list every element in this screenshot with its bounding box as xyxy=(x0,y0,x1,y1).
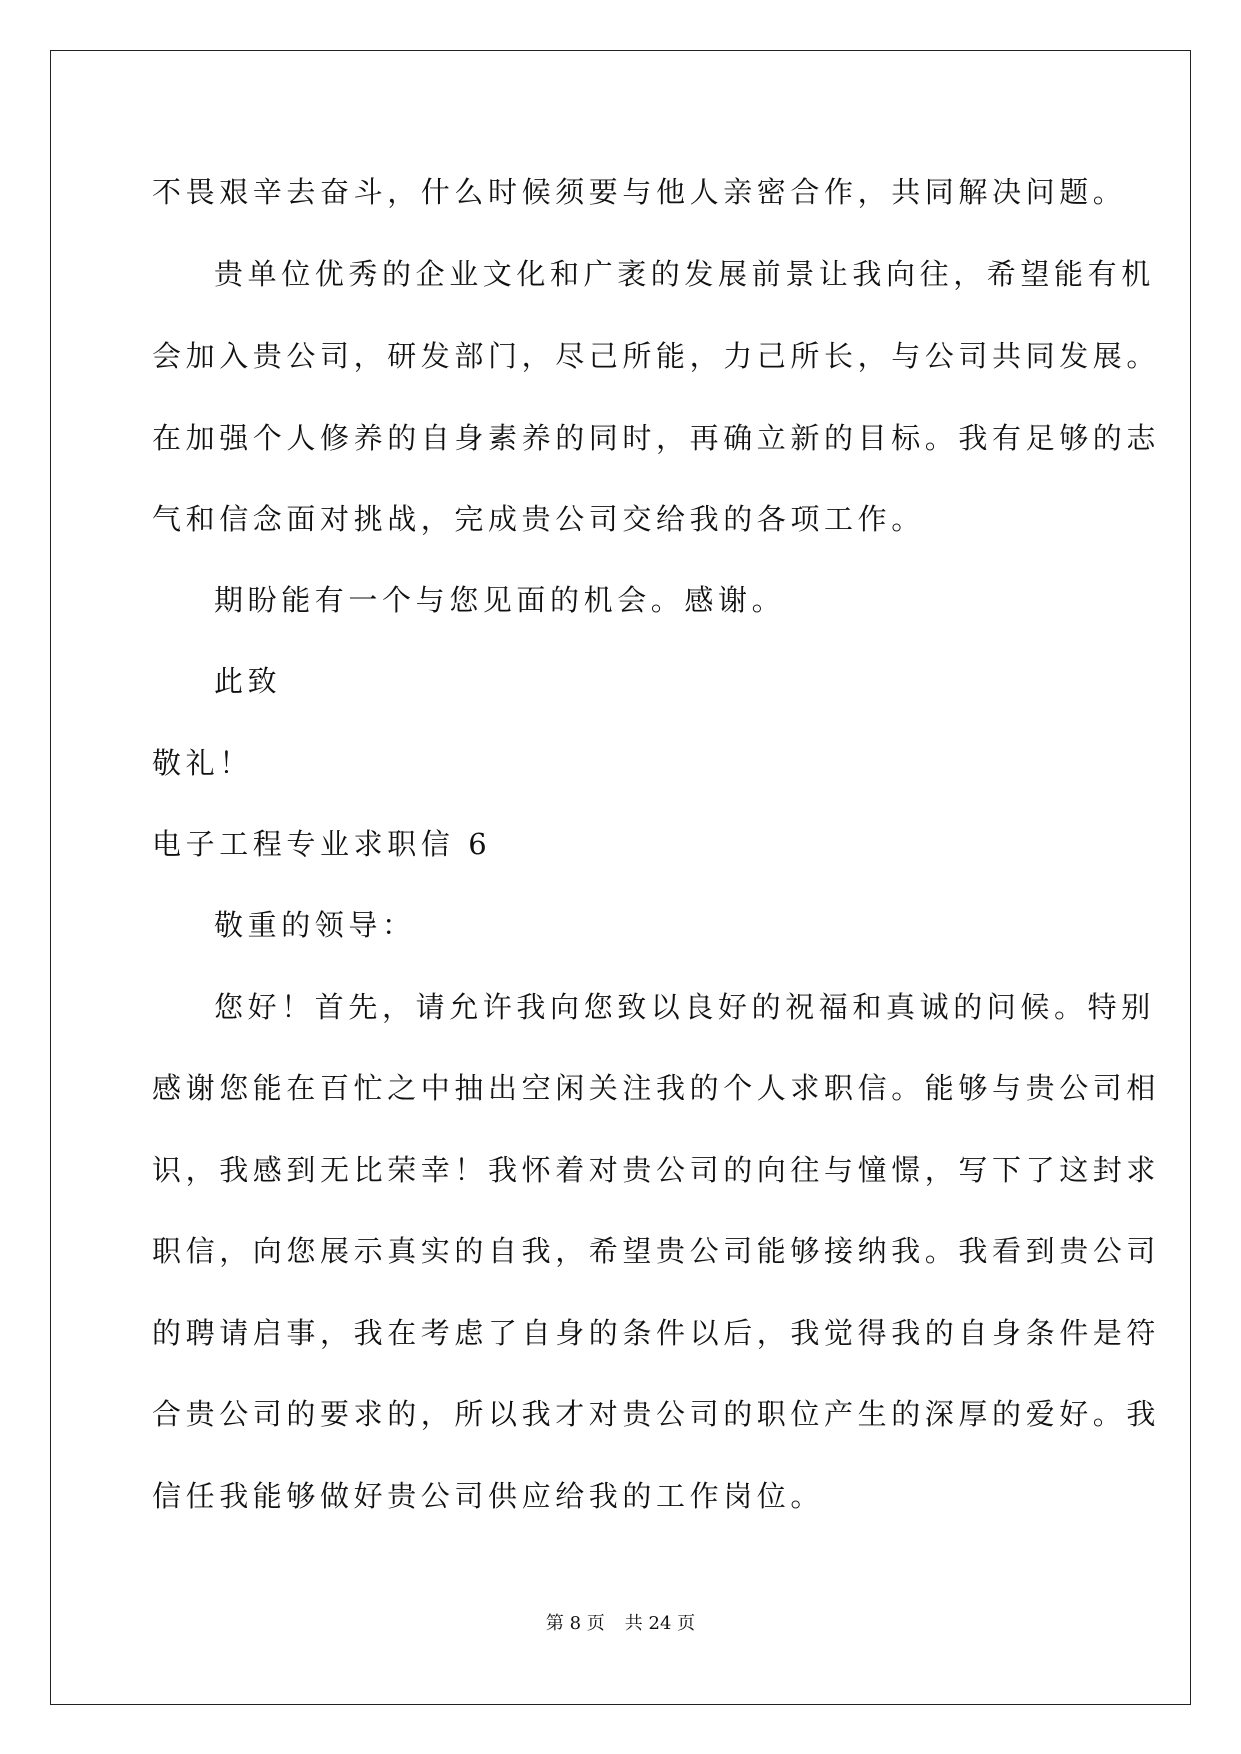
page-number: 第 8 页 xyxy=(545,1613,605,1634)
text-line: 期盼能有一个与您见面的机会。感谢。 xyxy=(214,583,786,617)
text-line: 职信，向您展示真实的自我，希望贵公司能够接纳我。我看到贵公司 xyxy=(152,1234,1161,1268)
text-line: 您好！首先，请允许我向您致以良好的祝福和真诚的问候。特别 xyxy=(214,990,1155,1024)
text-line: 感谢您能在百忙之中抽出空闲关注我的个人求职信。能够与贵公司相 xyxy=(152,1071,1161,1105)
text-line: 识，我感到无比荣幸！我怀着对贵公司的向往与憧憬，写下了这封求 xyxy=(152,1153,1161,1187)
section-heading: 电子工程专业求职信 6 xyxy=(152,827,492,861)
text-line: 贵单位优秀的企业文化和广袤的发展前景让我向往，希望能有机 xyxy=(214,257,1155,291)
text-line: 此致 xyxy=(214,664,282,698)
text-line: 的聘请启事，我在考虑了自身的条件以后，我觉得我的自身条件是符 xyxy=(152,1316,1161,1350)
salutation: 敬重的领导： xyxy=(214,908,416,942)
page-border xyxy=(50,50,1191,1705)
page-total: 共 24 页 xyxy=(624,1613,696,1634)
text-line: 敬礼！ xyxy=(152,746,253,780)
text-line: 信任我能够做好贵公司供应给我的工作岗位。 xyxy=(152,1479,825,1513)
text-line: 在加强个人修养的自身素养的同时，再确立新的目标。我有足够的志 xyxy=(152,421,1161,455)
page-footer xyxy=(0,1612,1241,1636)
text-line: 不畏艰辛去奋斗，什么时候须要与他人亲密合作，共同解决问题。 xyxy=(152,175,1127,209)
text-line: 合贵公司的要求的，所以我才对贵公司的职位产生的深厚的爱好。我 xyxy=(152,1397,1161,1431)
text-line: 会加入贵公司，研发部门，尽己所能，力己所长，与公司共同发展。 xyxy=(152,339,1161,373)
text-line: 气和信念面对挑战，完成贵公司交给我的各项工作。 xyxy=(152,502,925,536)
